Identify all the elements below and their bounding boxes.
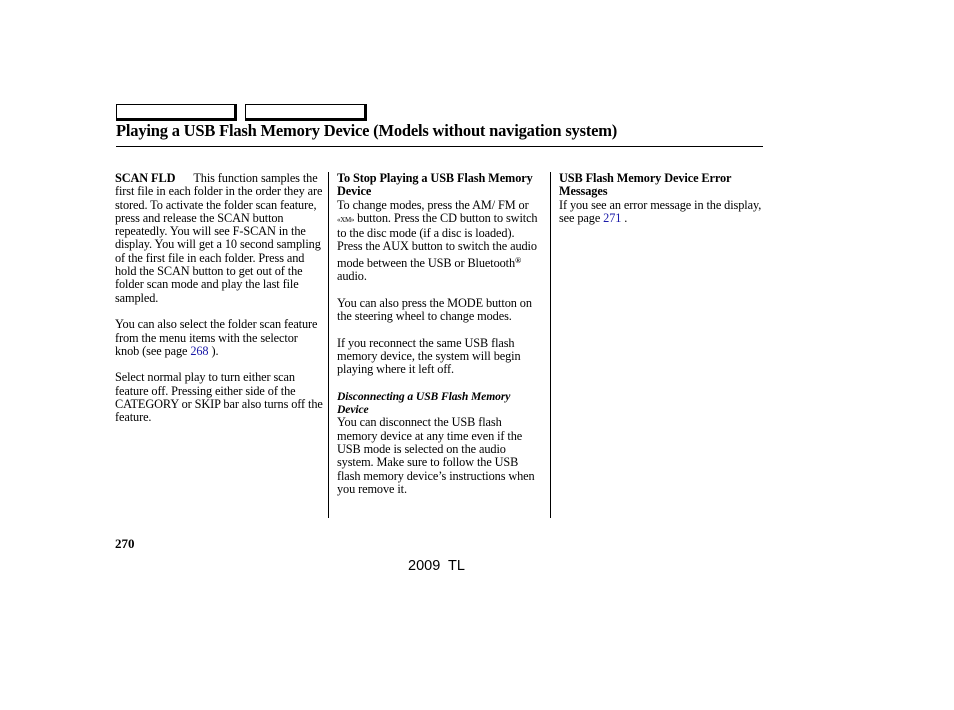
column-middle [337, 172, 542, 496]
nav-tab-2[interactable] [245, 104, 367, 121]
column-divider-2 [550, 172, 551, 518]
xm-button-icon: «XM» [337, 215, 355, 224]
stop-playing-heading: To Stop Playing a USB Flash Memory Device [337, 171, 533, 199]
title-divider [116, 146, 763, 147]
scan-fld-paragraph [115, 172, 323, 305]
change-modes-text-3: audio. [337, 269, 367, 284]
page-number: 270 [115, 536, 135, 551]
error-messages-heading: USB Flash Memory Device Error Messages [559, 171, 732, 199]
column-divider-1 [328, 172, 329, 518]
nav-tab-1[interactable] [116, 104, 237, 121]
mode-button-paragraph: You can also press the MODE button on the steering wheel to change modes. [337, 295, 532, 323]
column-left [115, 172, 323, 425]
change-modes-text-2: button. Press the CD button to switch to the disc mode (if a disc is loaded). Press the AUX button to switch the audio mode between the USB or Bluetooth [337, 210, 538, 270]
column-right [559, 172, 764, 225]
registered-mark: ® [515, 255, 521, 265]
disconnecting-subheading: Disconnecting a USB Flash Memory Device [337, 389, 511, 417]
disconnect-paragraph: You can disconnect the USB flash memory device at any time even if the USB mode is selected on the audio system. Make sure to follow the USB flash memory device’s instructions when you remove it. [337, 415, 535, 496]
folder-scan-text: You can also select the folder scan feature from the menu items with the selector knob (see page [115, 317, 318, 358]
normal-play-paragraph: Select normal play to turn either scan feature off. Pressing either side of the CATEGORY or SKIP bar also turns off the feature. [115, 370, 323, 425]
folder-scan-paragraph [115, 318, 323, 358]
scan-fld-text: This function samples the first file in each folder in the order they are stored. To activate the folder scan feature, press and release the SCAN button repeatedly. You will see F-SCAN in the display. You will get a 10 second sampling of the first file in each folder. Press and hold the SCAN button to get out of the folder scan mode and play the last file sampled. [115, 171, 323, 305]
reconnect-paragraph: If you reconnect the same USB flash memory device, the system will begin playing where it left off. [337, 335, 521, 377]
error-messages-text-end: . [621, 210, 628, 225]
change-modes-text-1: To change modes, press the AM/ FM or [337, 197, 529, 212]
model-footer: 2009 TL [408, 558, 465, 574]
page-link-268[interactable]: 268 [190, 343, 209, 358]
folder-scan-text-end: ). [208, 343, 219, 358]
error-messages-paragraph [559, 199, 764, 226]
error-messages-text: If you see an error message in the display, see page [559, 197, 762, 225]
change-modes-paragraph [337, 199, 542, 284]
page-link-271[interactable]: 271 [603, 210, 622, 225]
scan-fld-label: SCAN FLD [115, 171, 176, 185]
page-title: Playing a USB Flash Memory Device (Models without navigation system) [116, 121, 618, 140]
